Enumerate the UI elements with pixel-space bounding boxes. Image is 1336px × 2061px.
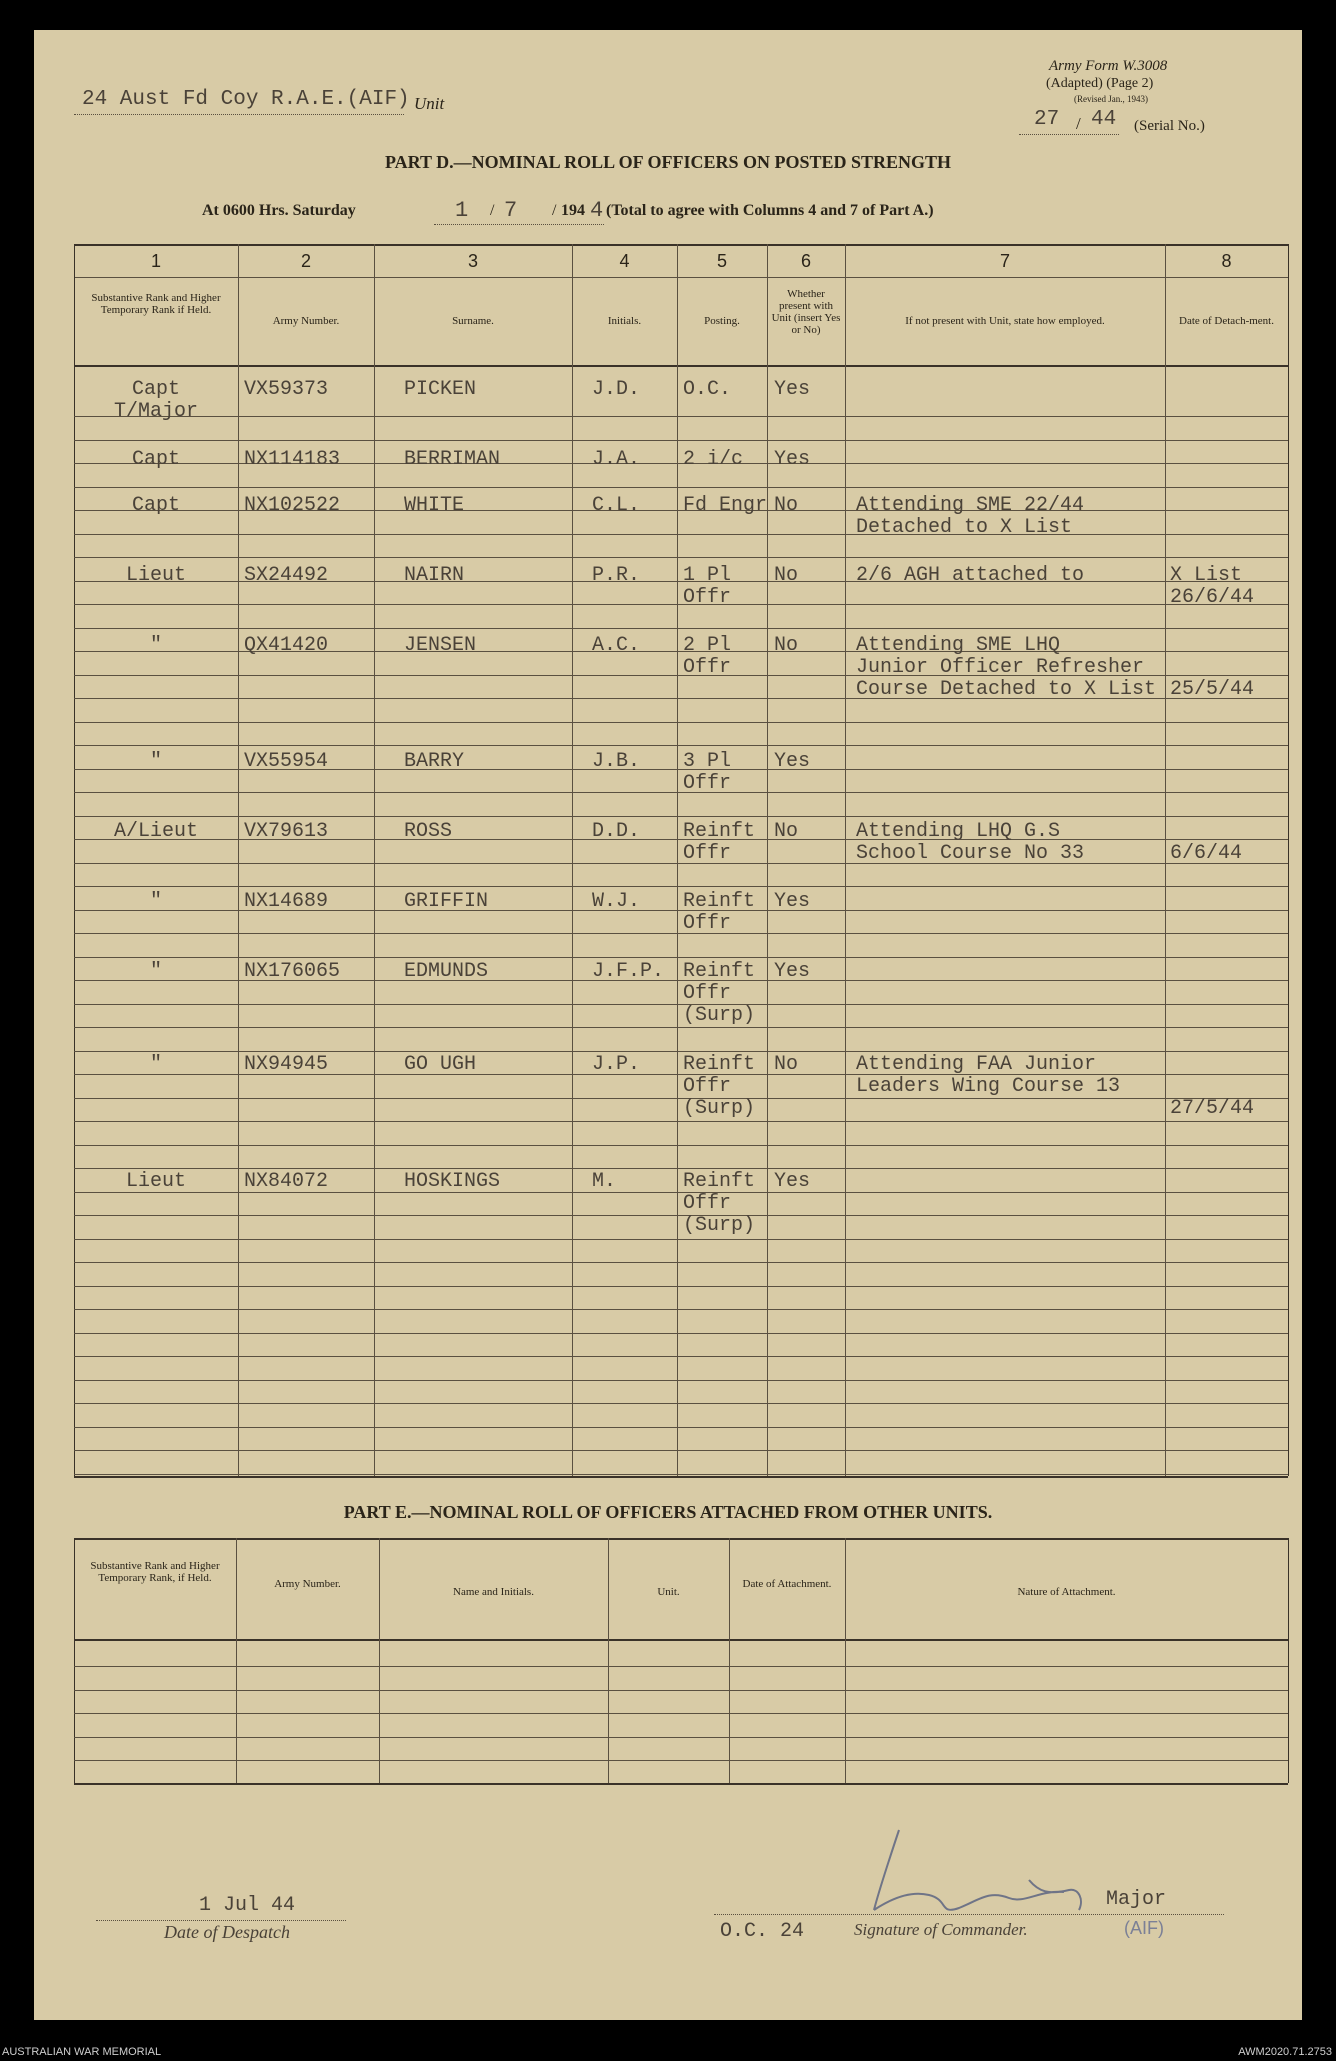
entry-rank: " bbox=[149, 750, 162, 773]
document-page bbox=[34, 30, 1302, 2020]
date-year-prefix: 194 bbox=[561, 202, 585, 219]
form-revised: (Revised Jan., 1943) bbox=[1074, 94, 1148, 104]
ruled-line bbox=[74, 886, 1288, 887]
column-rule bbox=[572, 244, 573, 1476]
table-top-rule bbox=[74, 244, 1288, 246]
entry-posting: 3 Pl bbox=[683, 750, 732, 773]
column-number: 1 bbox=[150, 251, 161, 271]
entry-posting: Offr bbox=[683, 772, 732, 795]
date-day: 1 bbox=[455, 198, 469, 223]
entry-surname: BERRIMAN bbox=[404, 448, 501, 471]
entry-present: Yes bbox=[774, 448, 811, 471]
date-year-digit: 4 bbox=[590, 198, 604, 223]
ruled-line bbox=[74, 604, 1288, 605]
entry-rank: " bbox=[149, 960, 162, 983]
ruled-line bbox=[74, 1333, 1288, 1334]
entry-posting: Offr bbox=[683, 842, 732, 865]
column-rule bbox=[1288, 244, 1289, 1476]
unit-value: 24 Aust Fd Coy R.A.E.(AIF) bbox=[82, 88, 410, 111]
ruled-line bbox=[74, 933, 1288, 934]
entry-employed: Course Detached to X List bbox=[856, 678, 1157, 701]
ruled-line bbox=[74, 1760, 1288, 1761]
entry-present: No bbox=[774, 494, 799, 517]
entry-posting: Reinft bbox=[683, 890, 756, 913]
entry-rank: Capt bbox=[131, 448, 180, 471]
despatch-label: Date of Despatch bbox=[164, 1922, 290, 1942]
serial-year: 44 bbox=[1091, 108, 1117, 131]
date-underline bbox=[434, 224, 604, 225]
signature-underline bbox=[714, 1914, 1224, 1915]
entry-initials: J.D. bbox=[592, 378, 641, 401]
part-e-header-rule bbox=[74, 1639, 1288, 1641]
entry-number: NX114183 bbox=[244, 448, 341, 471]
entry-surname: JENSEN bbox=[404, 634, 477, 657]
entry-initials: W.J. bbox=[592, 890, 641, 913]
entry-initials: J.F.P. bbox=[592, 960, 665, 983]
serial-number: 27 bbox=[1034, 108, 1060, 131]
column-header: Date of Attachment. bbox=[742, 1578, 832, 1590]
form-adapted: (Adapted) (Page 2) bbox=[1046, 76, 1154, 91]
entry-rank: " bbox=[149, 634, 162, 657]
ruled-line bbox=[74, 792, 1288, 793]
entry-posting: Offr bbox=[683, 1075, 732, 1098]
entry-present: Yes bbox=[774, 1170, 811, 1193]
entry-initials: P.R. bbox=[592, 564, 641, 587]
entry-surname: GO UGH bbox=[404, 1053, 477, 1076]
number-row-rule bbox=[74, 277, 1288, 278]
entry-number: NX94945 bbox=[244, 1053, 329, 1076]
ruled-line bbox=[74, 1286, 1288, 1287]
entry-initials: D.D. bbox=[592, 820, 641, 843]
unit-underline bbox=[74, 114, 404, 115]
serial-slash: / bbox=[1076, 114, 1081, 133]
signature-label: Signature of Commander. bbox=[854, 1920, 1028, 1939]
ruled-line bbox=[74, 1690, 1288, 1691]
part-e-bottom-rule bbox=[74, 1783, 1288, 1785]
ruled-line bbox=[74, 722, 1288, 723]
entry-surname: EDMUNDS bbox=[404, 960, 489, 983]
unit-label: Unit bbox=[414, 94, 445, 113]
entry-posting: 2 i/c bbox=[683, 448, 744, 471]
ruled-line bbox=[74, 745, 1288, 746]
entry-number: VX79613 bbox=[244, 820, 329, 843]
entry-initials: J.P. bbox=[592, 1053, 641, 1076]
entry-date: 25/5/44 bbox=[1170, 678, 1255, 701]
column-header: Nature of Attachment. bbox=[1017, 1586, 1116, 1598]
ruled-line bbox=[74, 1380, 1288, 1381]
column-header: Substantive Rank and Higher Temporary Rank if Held. bbox=[91, 292, 221, 316]
entry-present: No bbox=[774, 820, 799, 843]
column-rule bbox=[608, 1538, 609, 1783]
entry-surname: HOSKINGS bbox=[404, 1170, 501, 1193]
entry-present: No bbox=[774, 1053, 799, 1076]
column-header: Whether present with Unit (insert Yes or No) bbox=[771, 288, 841, 336]
column-header: Date of Detach-ment. bbox=[1179, 315, 1274, 327]
entry-posting: (Surp) bbox=[683, 1097, 756, 1120]
entry-initials: M. bbox=[592, 1170, 617, 1193]
entry-posting: Reinft bbox=[683, 820, 756, 843]
ruled-line bbox=[74, 1051, 1288, 1052]
entry-posting: Reinft bbox=[683, 1053, 756, 1076]
entry-number: NX84072 bbox=[244, 1170, 329, 1193]
entry-posting: Offr bbox=[683, 656, 732, 679]
serial-label: (Serial No.) bbox=[1134, 118, 1205, 134]
column-rule bbox=[845, 1538, 846, 1783]
entry-present: No bbox=[774, 564, 799, 587]
entry-employed: Attending SME LHQ bbox=[856, 634, 1061, 657]
ruled-line bbox=[74, 1474, 1288, 1475]
column-number: 7 bbox=[999, 251, 1010, 271]
ruled-line bbox=[74, 1215, 1288, 1216]
ruled-line bbox=[74, 1168, 1288, 1169]
part-e-title: PART E.—NOMINAL ROLL OF OFFICERS ATTACHED FROM OTHER UNITS. bbox=[343, 1502, 993, 1522]
entry-number: VX59373 bbox=[244, 378, 329, 401]
ruled-line bbox=[74, 1145, 1288, 1146]
entry-number: NX102522 bbox=[244, 494, 341, 517]
ruled-line bbox=[74, 628, 1288, 629]
header-bottom-rule bbox=[74, 365, 1288, 367]
serial-underline bbox=[1019, 134, 1119, 135]
entry-employed: 2/6 AGH attached to bbox=[856, 564, 1085, 587]
ruled-line bbox=[74, 1262, 1288, 1263]
ruled-line bbox=[74, 1004, 1288, 1005]
ruled-line bbox=[74, 1027, 1288, 1028]
entry-employed: Leaders Wing Course 13 bbox=[856, 1075, 1121, 1098]
archive-credit: AUSTRALIAN WAR MEMORIAL bbox=[2, 2046, 162, 2058]
column-header: Army Number. bbox=[272, 315, 340, 327]
entry-present: Yes bbox=[774, 378, 811, 401]
column-number: 6 bbox=[800, 251, 811, 271]
entry-rank: " bbox=[149, 1053, 162, 1076]
entry-date: 26/6/44 bbox=[1170, 586, 1255, 609]
column-number: 3 bbox=[467, 251, 478, 271]
entry-posting: Offr bbox=[683, 586, 732, 609]
entry-date: 27/5/44 bbox=[1170, 1097, 1255, 1120]
entry-rank: T/Major bbox=[113, 400, 198, 423]
entry-number: VX55954 bbox=[244, 750, 329, 773]
entry-posting: 1 Pl bbox=[683, 564, 732, 587]
archive-reference: AWM2020.71.2753 bbox=[1238, 2046, 1332, 2058]
ruled-line bbox=[74, 1309, 1288, 1310]
column-rule bbox=[1165, 244, 1166, 1476]
entry-number: SX24492 bbox=[244, 564, 329, 587]
entry-surname: PICKEN bbox=[404, 378, 477, 401]
column-number: 2 bbox=[300, 251, 311, 271]
column-rule bbox=[845, 244, 846, 1476]
column-rule bbox=[374, 244, 375, 1476]
entry-date: X List bbox=[1170, 564, 1243, 587]
entry-number: NX176065 bbox=[244, 960, 341, 983]
column-number: 4 bbox=[619, 251, 630, 271]
entry-employed: Detached to X List bbox=[856, 516, 1073, 539]
form-number: Army Form W.3008 bbox=[1049, 58, 1168, 74]
entry-rank: Lieut bbox=[125, 564, 186, 587]
entry-employed: Attending SME 22/44 bbox=[856, 494, 1085, 517]
entry-surname: NAIRN bbox=[404, 564, 465, 587]
entry-employed: Attending LHQ G.S bbox=[856, 820, 1061, 843]
entry-surname: BARRY bbox=[404, 750, 465, 773]
total-note: (Total to agree with Columns 4 and 7 of Part A.) bbox=[606, 202, 934, 219]
part-e-top-rule bbox=[74, 1538, 1288, 1540]
oc-line: O.C. 24 bbox=[720, 1920, 805, 1943]
ruled-line bbox=[74, 1239, 1288, 1240]
ruled-line bbox=[74, 440, 1288, 441]
column-number: 8 bbox=[1221, 251, 1232, 271]
part-d-bottom-rule bbox=[74, 1476, 1288, 1478]
ruled-line bbox=[74, 1666, 1288, 1667]
entry-rank: " bbox=[149, 890, 162, 913]
part-d-title: PART D.—NOMINAL ROLL OF OFFICERS ON POSTED STRENGTH bbox=[384, 152, 952, 172]
at-prefix: At 0600 Hrs. Saturday bbox=[202, 202, 356, 219]
aif-stamp: (AIF) bbox=[1124, 1918, 1164, 1938]
entry-posting: (Surp) bbox=[683, 1004, 756, 1027]
entry-posting: O.C. bbox=[683, 378, 732, 401]
entry-surname: WHITE bbox=[404, 494, 465, 517]
column-header: If not present with Unit, state how employed. bbox=[905, 315, 1105, 327]
column-rule bbox=[238, 244, 239, 1476]
ruled-line bbox=[74, 863, 1288, 864]
despatch-date: 1 Jul 44 bbox=[199, 1894, 296, 1917]
entry-posting: Reinft bbox=[683, 960, 756, 983]
entry-rank: Capt bbox=[131, 494, 180, 517]
column-header: Posting. bbox=[704, 315, 740, 327]
entry-rank: A/Lieut bbox=[113, 820, 198, 843]
ruled-line bbox=[74, 1121, 1288, 1122]
column-header: Initials. bbox=[607, 315, 642, 327]
entry-posting: Offr bbox=[683, 912, 732, 935]
despatch-underline bbox=[96, 1920, 346, 1921]
entry-present: Yes bbox=[774, 890, 811, 913]
ruled-line bbox=[74, 816, 1288, 817]
ruled-line bbox=[74, 1713, 1288, 1714]
entry-number: NX14689 bbox=[244, 890, 329, 913]
ruled-line bbox=[74, 557, 1288, 558]
column-rule bbox=[74, 244, 75, 1476]
commander-rank: Major bbox=[1106, 1888, 1167, 1911]
entry-initials: C.L. bbox=[592, 494, 641, 517]
entry-initials: J.A. bbox=[592, 448, 641, 471]
entry-date: 6/6/44 bbox=[1170, 842, 1243, 865]
ruled-line bbox=[74, 957, 1288, 958]
entry-number: QX41420 bbox=[244, 634, 329, 657]
entry-surname: ROSS bbox=[404, 820, 453, 843]
ruled-line bbox=[74, 416, 1288, 417]
column-rule bbox=[767, 244, 768, 1476]
entry-posting: (Surp) bbox=[683, 1214, 756, 1237]
entry-employed: Attending FAA Junior bbox=[856, 1053, 1097, 1076]
ruled-line bbox=[74, 1356, 1288, 1357]
column-header: Surname. bbox=[452, 315, 494, 327]
entry-present: Yes bbox=[774, 960, 811, 983]
entry-employed: Junior Officer Refresher bbox=[856, 656, 1145, 679]
ruled-line bbox=[74, 1450, 1288, 1451]
entry-surname: GRIFFIN bbox=[404, 890, 489, 913]
entry-present: Yes bbox=[774, 750, 811, 773]
column-rule bbox=[74, 1538, 75, 1783]
ruled-line bbox=[74, 1098, 1288, 1099]
entry-employed: School Course No 33 bbox=[856, 842, 1085, 865]
entry-initials: A.C. bbox=[592, 634, 641, 657]
entry-present: No bbox=[774, 634, 799, 657]
column-header: Name and Initials. bbox=[453, 1586, 534, 1598]
entry-rank: Capt bbox=[131, 378, 180, 401]
column-rule bbox=[729, 1538, 730, 1783]
entry-posting: Reinft bbox=[683, 1170, 756, 1193]
column-rule bbox=[677, 244, 678, 1476]
entry-posting: Offr bbox=[683, 1192, 732, 1215]
ruled-line bbox=[74, 534, 1288, 535]
date-slash-2: / bbox=[552, 202, 557, 219]
date-slash-1: / bbox=[490, 202, 495, 219]
ruled-line bbox=[74, 1427, 1288, 1428]
ruled-line bbox=[74, 1737, 1288, 1738]
column-rule bbox=[236, 1538, 237, 1783]
column-rule bbox=[1288, 1538, 1289, 1783]
entry-posting: Offr bbox=[683, 982, 732, 1005]
entry-rank: Lieut bbox=[125, 1170, 186, 1193]
ruled-line bbox=[74, 487, 1288, 488]
column-header: Unit. bbox=[657, 1586, 680, 1598]
column-header: Substantive Rank and Higher Temporary Rank, if Held. bbox=[90, 1560, 220, 1584]
entry-initials: J.B. bbox=[592, 750, 641, 773]
ruled-line bbox=[74, 1403, 1288, 1404]
entry-posting: 2 Pl bbox=[683, 634, 732, 657]
column-rule bbox=[379, 1538, 380, 1783]
entry-posting: Fd Engr bbox=[683, 494, 768, 517]
column-number: 5 bbox=[716, 251, 727, 271]
date-month: 7 bbox=[504, 198, 518, 223]
column-header: Army Number. bbox=[274, 1578, 341, 1590]
